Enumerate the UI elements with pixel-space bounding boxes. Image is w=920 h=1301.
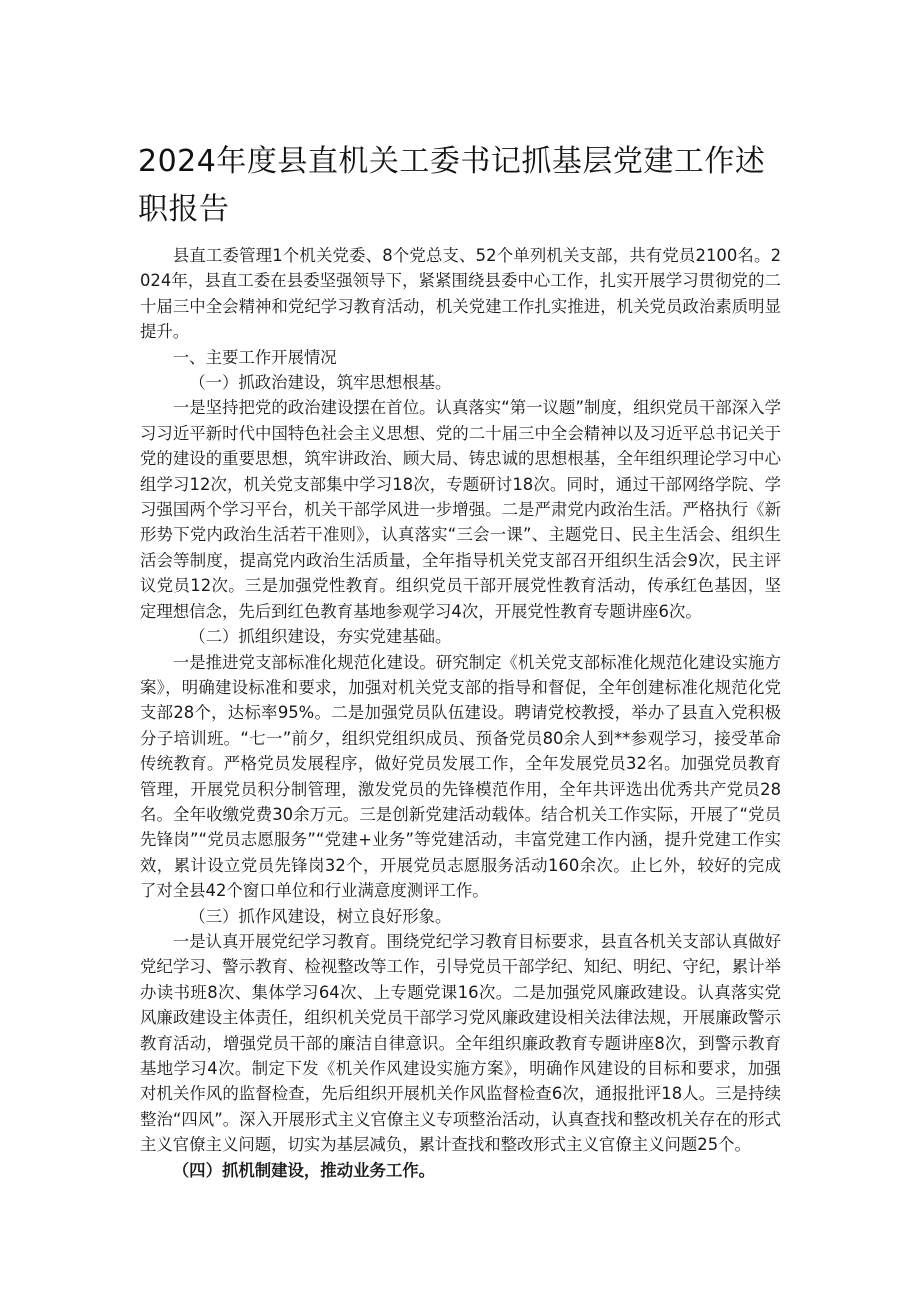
document-body bbox=[140, 243, 781, 1183]
paragraph-political-building: 一是坚持把党的政治建设摆在首位。认真落实“第一议题”制度，组织党员干部深入学习习近平新时代中国特色社会主义思想、党的二十届三中全会精神以及习近平总书记关于党的建设的重要思想，筑牢讲政治、顾大局、铸忠诚的思想根基，全年组织理论学习中心组学习12次，机关党支部集中学习18次，专题研讨18次。同时，通过干部网络学院、学习强国两个学习平台，机关干部学风进一步增强。二是严肃党内政治生活。严格执行《新形势下党内政治生活若干准则》，认真落实“三会一课”、主题党日、民主生活会、组织生活会等制度，提高党内政治生活质量，全年指导机关党支部召开组织生活会9次，民主评议党员12次。三是加强党性教育。组织党员干部开展党性教育活动，传承红色基因，坚定理想信念，先后到红色教育基地参观学习4次，开展党性教育专题讲座6次。 bbox=[140, 398, 781, 621]
paragraph-organization-building: 一是推进党支部标准化规范化建设。研究制定《机关党支部标准化规范化建设实施方案》，明确建设标准和要求，加强对机关党支部的指导和督促，全年创建标准化规范化党支部28个，达标率95%。二是加强党员队伍建设。聘请党校教授，举办了县直入党积极分子培训班。“七一”前夕，组织党组织成员、预备党员80余人到**参观学习，接受革命传统教育。严格党员发展程序，做好党员发展工作，全年发展党员32名。加强党员教育管理，开展党员积分制管理，激发党员的先锋模范作用，全年共评选出优秀共产党员28名。全年收缴党费30余万元。三是创新党建活动载体。结合机关工作实际，开展了“党员先锋岗”“党员志愿服务”“党建+业务”等党建活动，丰富党建工作内涵，提升党建工作实效，累计设立党员先锋岗32个，开展党员志愿服务活动160余次。止匕外，较好的完成了对全县42个窗口单位和行业满意度测评工作。 bbox=[140, 652, 781, 901]
document-title: 2024年度县直机关工委书记抓基层党建工作述职报告 bbox=[138, 144, 766, 227]
intro-paragraph: 县直工委管理1个机关党委、8个党总支、52个单列机关支部，共有党员2100名。2024年，县直工委在县委坚强领导下，紧紧围绕县委中心工作，扎实开展学习贯彻党的二十届三中全会精神和党纪学习教育活动，机关党建工作扎实推进，机关党员政治素质明显提升。 bbox=[140, 246, 781, 342]
subheading-style-building: （三）抓作风建设，树立良好形象。 bbox=[189, 906, 452, 926]
subheading-organization-building: （二）抓组织建设，夯实党建基础。 bbox=[189, 627, 452, 647]
subheading-mechanism-building: （四）抓机制建设，推动业务工作。 bbox=[172, 1160, 436, 1180]
subheading-political-building: （一）抓政治建设，筑牢思想根基。 bbox=[189, 373, 452, 393]
section-heading-main-work: 一、主要工作开展情况 bbox=[172, 347, 337, 367]
paragraph-style-building: 一是认真开展党纪学习教育。围绕党纪学习教育目标要求，县直各机关支部认真做好党纪学习、警示教育、检视整改等工作，引导党员干部学纪、知纪、明纪、守纪，累计举办读书班8次、集体学习64次、上专题党课16次。二是加强党风廉政建设。认真落实党风廉政建设主体责任，组织机关党员干部学习党风廉政建设相关法律法规，开展廉政警示教育活动，增强党员干部的廉洁自律意识。全年组织廉政教育专题讲座8次，到警示教育基地学习4次。制定下发《机关作风建设实施方案》，明确作风建设的目标和要求，加强对机关作风的监督检查，先后组织开展机关作风监督检查6次，通报批评18人。三是持续整治“四风”。深入开展形式主义官僚主义专项整治活动，认真查找和整改机关存在的形式主义官僚主义问题，切实为基层减负，累计查找和整改形式主义官僚主义问题25个。 bbox=[140, 931, 781, 1155]
